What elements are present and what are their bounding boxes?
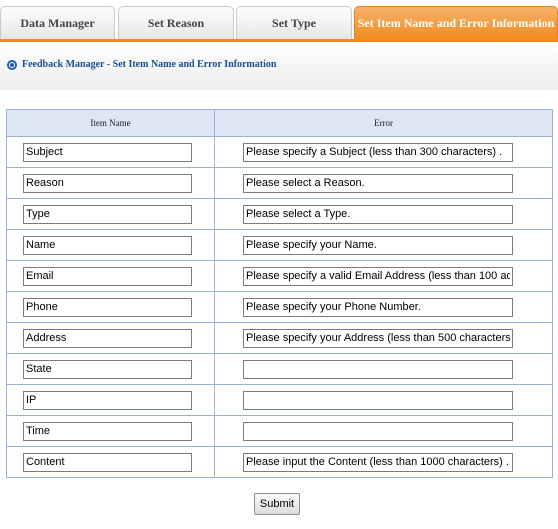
item-name-input-content[interactable] bbox=[23, 453, 192, 472]
table-row bbox=[7, 416, 553, 447]
table-row bbox=[7, 199, 553, 230]
error-cell bbox=[215, 323, 553, 354]
error-input-type[interactable] bbox=[243, 205, 513, 224]
error-cell bbox=[215, 199, 553, 230]
table-row bbox=[7, 137, 553, 168]
table-row bbox=[7, 354, 553, 385]
error-input-reason[interactable] bbox=[243, 174, 513, 193]
table-row bbox=[7, 447, 553, 478]
table-row bbox=[7, 385, 553, 416]
item-name-input-name[interactable] bbox=[23, 236, 192, 255]
page-title: Feedback Manager - Set Item Name and Error Information bbox=[22, 59, 277, 70]
item-name-cell bbox=[7, 261, 215, 292]
item-name-input-email[interactable] bbox=[23, 267, 192, 286]
item-name-input-state[interactable] bbox=[23, 360, 192, 379]
item-name-cell bbox=[7, 230, 215, 261]
error-cell bbox=[215, 354, 553, 385]
table-row bbox=[7, 230, 553, 261]
item-name-cell bbox=[7, 199, 215, 230]
column-header-item-name: Item Name bbox=[7, 110, 215, 137]
item-name-cell bbox=[7, 168, 215, 199]
item-name-input-address[interactable] bbox=[23, 329, 192, 348]
error-input-ip[interactable] bbox=[243, 391, 513, 410]
error-cell bbox=[215, 385, 553, 416]
item-name-cell bbox=[7, 354, 215, 385]
error-cell bbox=[215, 416, 553, 447]
error-input-content[interactable] bbox=[243, 453, 513, 472]
item-name-input-ip[interactable] bbox=[23, 391, 192, 410]
tab-set-type[interactable]: Set Type bbox=[236, 6, 352, 40]
error-input-email[interactable] bbox=[243, 267, 513, 286]
error-input-subject[interactable] bbox=[243, 143, 513, 162]
bullet-icon bbox=[7, 60, 17, 70]
tab-set-reason[interactable]: Set Reason bbox=[118, 6, 234, 40]
item-name-cell bbox=[7, 385, 215, 416]
tab-bar bbox=[0, 0, 558, 40]
error-cell bbox=[215, 447, 553, 478]
item-name-cell bbox=[7, 416, 215, 447]
tab-data-manager[interactable]: Data Manager bbox=[0, 6, 115, 40]
item-name-cell bbox=[7, 292, 215, 323]
item-name-cell bbox=[7, 323, 215, 354]
item-name-cell bbox=[7, 447, 215, 478]
error-cell bbox=[215, 168, 553, 199]
tab-underline bbox=[0, 39, 558, 42]
error-input-name[interactable] bbox=[243, 236, 513, 255]
error-cell bbox=[215, 230, 553, 261]
error-input-phone[interactable] bbox=[243, 298, 513, 317]
item-name-input-subject[interactable] bbox=[23, 143, 192, 162]
table-header-row bbox=[7, 110, 553, 137]
tab-set-item-name-error[interactable]: Set Item Name and Error Information bbox=[354, 6, 558, 40]
item-error-table bbox=[6, 109, 553, 478]
item-name-input-reason[interactable] bbox=[23, 174, 192, 193]
error-cell bbox=[215, 292, 553, 323]
error-input-address[interactable] bbox=[243, 329, 513, 348]
item-name-input-time[interactable] bbox=[23, 422, 192, 441]
error-cell bbox=[215, 137, 553, 168]
table-row bbox=[7, 323, 553, 354]
error-input-state[interactable] bbox=[243, 360, 513, 379]
error-input-time[interactable] bbox=[243, 422, 513, 441]
column-header-error: Error bbox=[215, 110, 553, 137]
submit-button[interactable]: Submit bbox=[254, 493, 300, 515]
table-row bbox=[7, 168, 553, 199]
item-name-input-phone[interactable] bbox=[23, 298, 192, 317]
table-row bbox=[7, 261, 553, 292]
table-row bbox=[7, 292, 553, 323]
item-name-input-type[interactable] bbox=[23, 205, 192, 224]
error-cell bbox=[215, 261, 553, 292]
item-name-cell bbox=[7, 137, 215, 168]
